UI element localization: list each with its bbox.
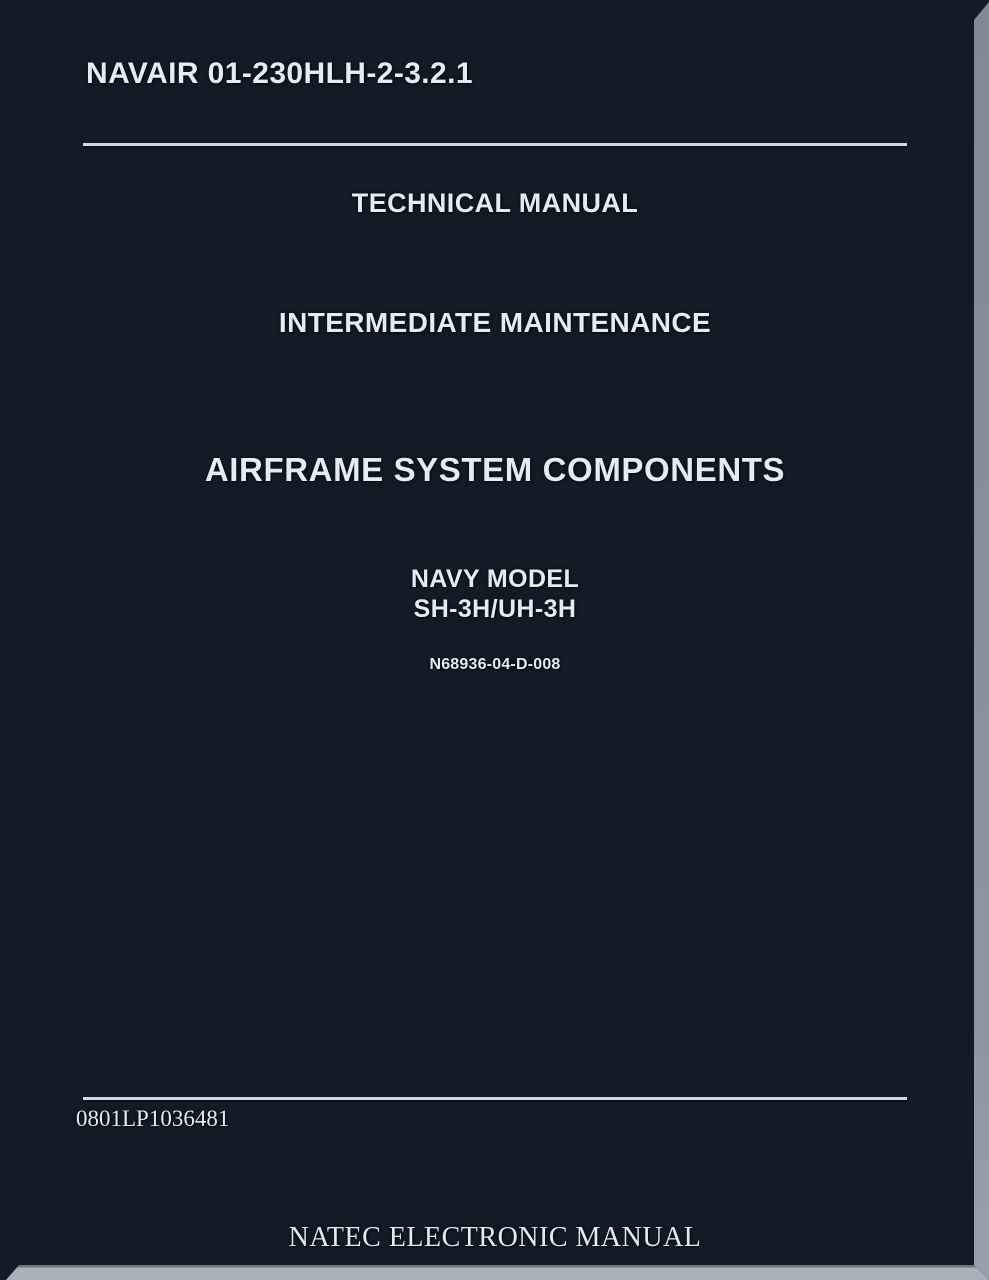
stock-number: 0801LP1036481 [76,1106,230,1131]
manual-title: AIRFRAME SYSTEM COMPONENTS [204,451,786,488]
model-label: NAVY MODEL [410,565,580,593]
page-edge-right [974,0,989,1280]
maintenance-level-heading: INTERMEDIATE MAINTENANCE [278,307,712,338]
electronic-manual-footer: NATEC ELECTRONIC MANUAL [288,1222,702,1253]
page-edge-bottom [0,1265,989,1280]
bottom-divider-line [83,1097,907,1100]
model-block [0,564,989,624]
publication-number: NAVAIR 01-230HLH-2-3.2.1 [86,57,473,90]
top-divider-line [83,143,907,146]
contract-number: N68936-04-D-008 [429,656,561,673]
model-number: SH-3H/UH-3H [413,595,577,623]
document-type-heading: TECHNICAL MANUAL [351,188,639,218]
